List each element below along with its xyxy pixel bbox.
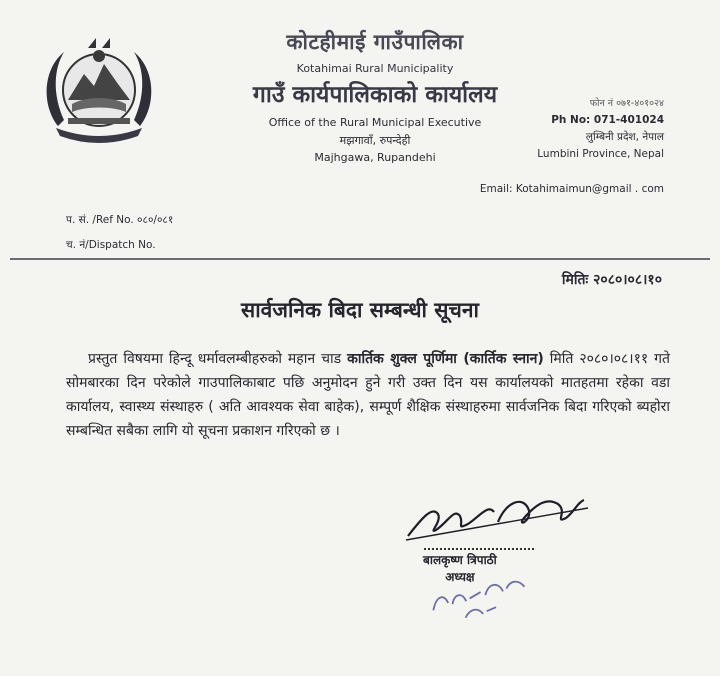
notice-body-highlight: कार्तिक शुक्ल पूर्णिमा (कार्तिक स्नान) [347, 351, 544, 367]
reference-block [66, 208, 173, 258]
notice-body [66, 347, 670, 443]
signatory-title: अध्यक्ष [445, 570, 475, 584]
header-divider [10, 258, 710, 260]
org-name-en: Kotahimai Rural Municipality [296, 62, 454, 75]
address-en: Majhgawa, Rupandehi [314, 151, 436, 164]
signatory-name: बालकृष्ण त्रिपाठी [423, 553, 497, 567]
office-name-np: गाउँ कार्यपालिकाको कार्यालय [252, 82, 498, 108]
signature-line [424, 548, 534, 550]
province-np: लुम्बिनी प्रदेश, नेपाल [585, 131, 664, 143]
address-np: मझगावाँ, रुपन्देही [339, 134, 411, 147]
signature-icon [398, 478, 598, 548]
ref-no: प. सं. /Ref No. ०८०/०८१ [66, 214, 174, 226]
stamp-icon [421, 566, 541, 622]
province-en: Lumbini Province, Nepal [537, 148, 664, 160]
dispatch-no: च. नं/Dispatch No. [66, 239, 156, 251]
notice-title: सार्वजनिक बिदा सम्बन्धी सूचना [241, 298, 479, 322]
office-name-en: Office of the Rural Municipal Executive [268, 116, 482, 129]
notice-body-part-2: मिति २०८०।०८।११ गते सोमबारका दिन परेकोले गाउपालिकाबाट पछि अनुमोदन हुने गरी उक्त दिन यस कार्यालयको मातहतमा रहेका वडा कार्यालय, स्वास्थ्य संस्थाहरु ( अति आवश्यक सेवा बाहेक), सम्पूर्ण शैक्षिक संस्थाहरुमा सार्वजनिक बिदा गरिएको ब्यहोरा सम्बन्धित सबैका लागि यो सूचना प्रकाशन गरिएको छ । [66, 351, 671, 439]
notice-body-part-1: प्रस्तुत विषयमा हिन्दू धर्मावलम्बीहरुको महान चाड [88, 351, 342, 367]
org-name-np: कोटहीमाई गाउँपालिका [286, 30, 464, 54]
notice-date: मितिः २०८०।०८।१० [561, 272, 662, 288]
letterhead-center [215, 28, 535, 164]
phone-en: Ph No: 071-401024 [551, 114, 664, 126]
phone-np: फोन नं ०७१-४०१०२४ [589, 98, 664, 109]
contact-block [537, 95, 664, 163]
nepal-emblem-icon [38, 34, 160, 146]
email-address: Email: Kotahimaimun@gmail . com [479, 183, 664, 195]
